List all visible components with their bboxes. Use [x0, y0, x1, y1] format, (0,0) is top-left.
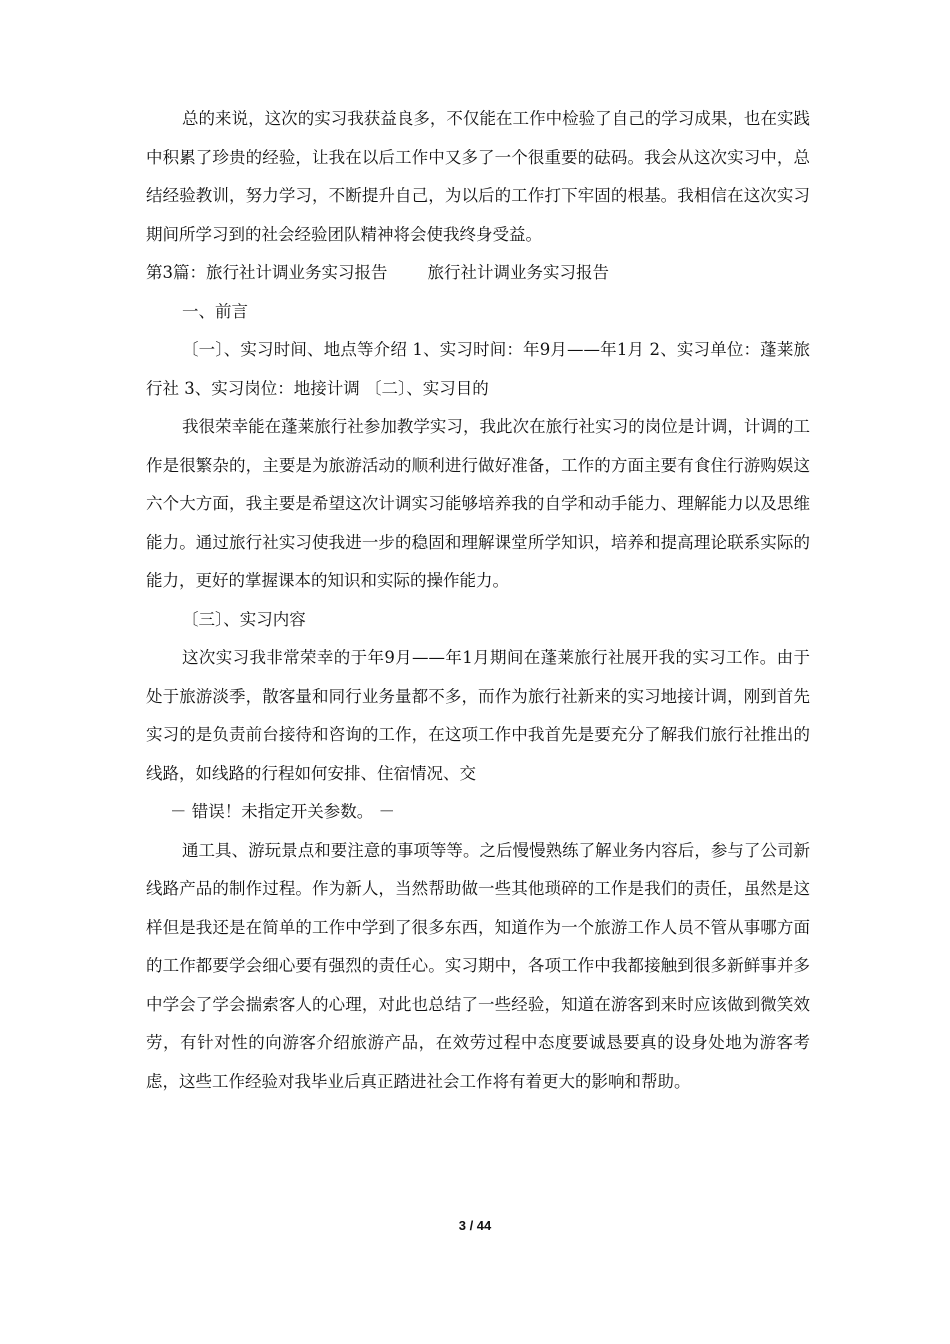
section-heading-content: 〔三〕、实习内容	[182, 609, 306, 629]
paragraph-internship-content: 这次实习我非常荣幸的于年9月——年1月期间在蓬莱旅行社展开我的实习工作。由于处于旅游淡季，散客量和同行业务量都不多，而作为旅行社新来的实习地接计调，刚到首先实习的是负责前台接待和咨询的工作，在这项工作中我首先是要充分了解我们旅行社推出的线路，如线路的行程如何安排、住宿情况、交	[146, 648, 810, 783]
paragraph-summary: 总的来说，这次的实习我获益良多，不仅能在工作中检验了自己的学习成果，也在实践中积累了珍贵的经验，让我在以后工作中又多了一个很重要的砝码。我会从这次实习中，总结经验教训，努力学习，不断提升自己，为以后的工作打下牢固的根基。我相信在这次实习期间所学习到的社会经验团队精神将会使我终身受益。	[146, 109, 810, 244]
chapter-title-right: 旅行社计调业务实习报告	[427, 263, 609, 282]
section-heading-preface: 一、前言	[182, 301, 248, 321]
paragraph-continued: 通工具、游玩景点和要注意的事项等等。之后慢慢熟练了解业务内容后，参与了公司新线路产品的制作过程。作为新人，当然帮助做一些其他琐碎的工作是我们的责任，虽然是这样但是我还是在简单的工作中学到了很多东西，知道作为一个旅游工作人员不管从事哪方面的工作都要学会细心要有强烈的责任心。实习期中，各项工作中我都接触到很多新鲜事并多中学会了学会揣索客人的心理，对此也总结了一些经验，知道在游客到来时应该做到微笑效劳，有针对性的向游客介绍旅游产品，在效劳过程中态度要诚恳要真的设身处地为游客考虑，这些工作经验对我毕业后真正踏进社会工作将有着更大的影响和帮助。	[146, 840, 810, 1091]
page-number: 3 / 44	[458, 1218, 492, 1233]
chapter-title	[146, 254, 810, 293]
paragraph-internship-purpose: 我很荣幸能在蓬莱旅行社参加教学实习，我此次在旅行社实习的岗位是计调，计调的工作是很繁杂的，主要是为旅游活动的顺利进行做好准备，工作的方面主要有食住行游购娱这六个大方面，我主要是希望这次计调实习能够培养我的自学和动手能力、理解能力以及思维能力。通过旅行社实习使我进一步的稳固和理解课堂所学知识，培养和提高理论联系实际的能力，更好的掌握课本的知识和实际的操作能力。	[146, 417, 810, 590]
paragraph-internship-info: 〔一〕、实习时间、地点等介绍 1、实习时间：年9月——年1月 2、实习单位：蓬莱旅行社 3、实习岗位：地接计调 〔二〕、实习目的	[146, 340, 810, 398]
chapter-title-left: 第3篇：旅行社计调业务实习报告	[146, 263, 388, 282]
footer-note: － 错误！未指定开关参数。 －	[170, 802, 395, 821]
document-body	[146, 100, 810, 1101]
